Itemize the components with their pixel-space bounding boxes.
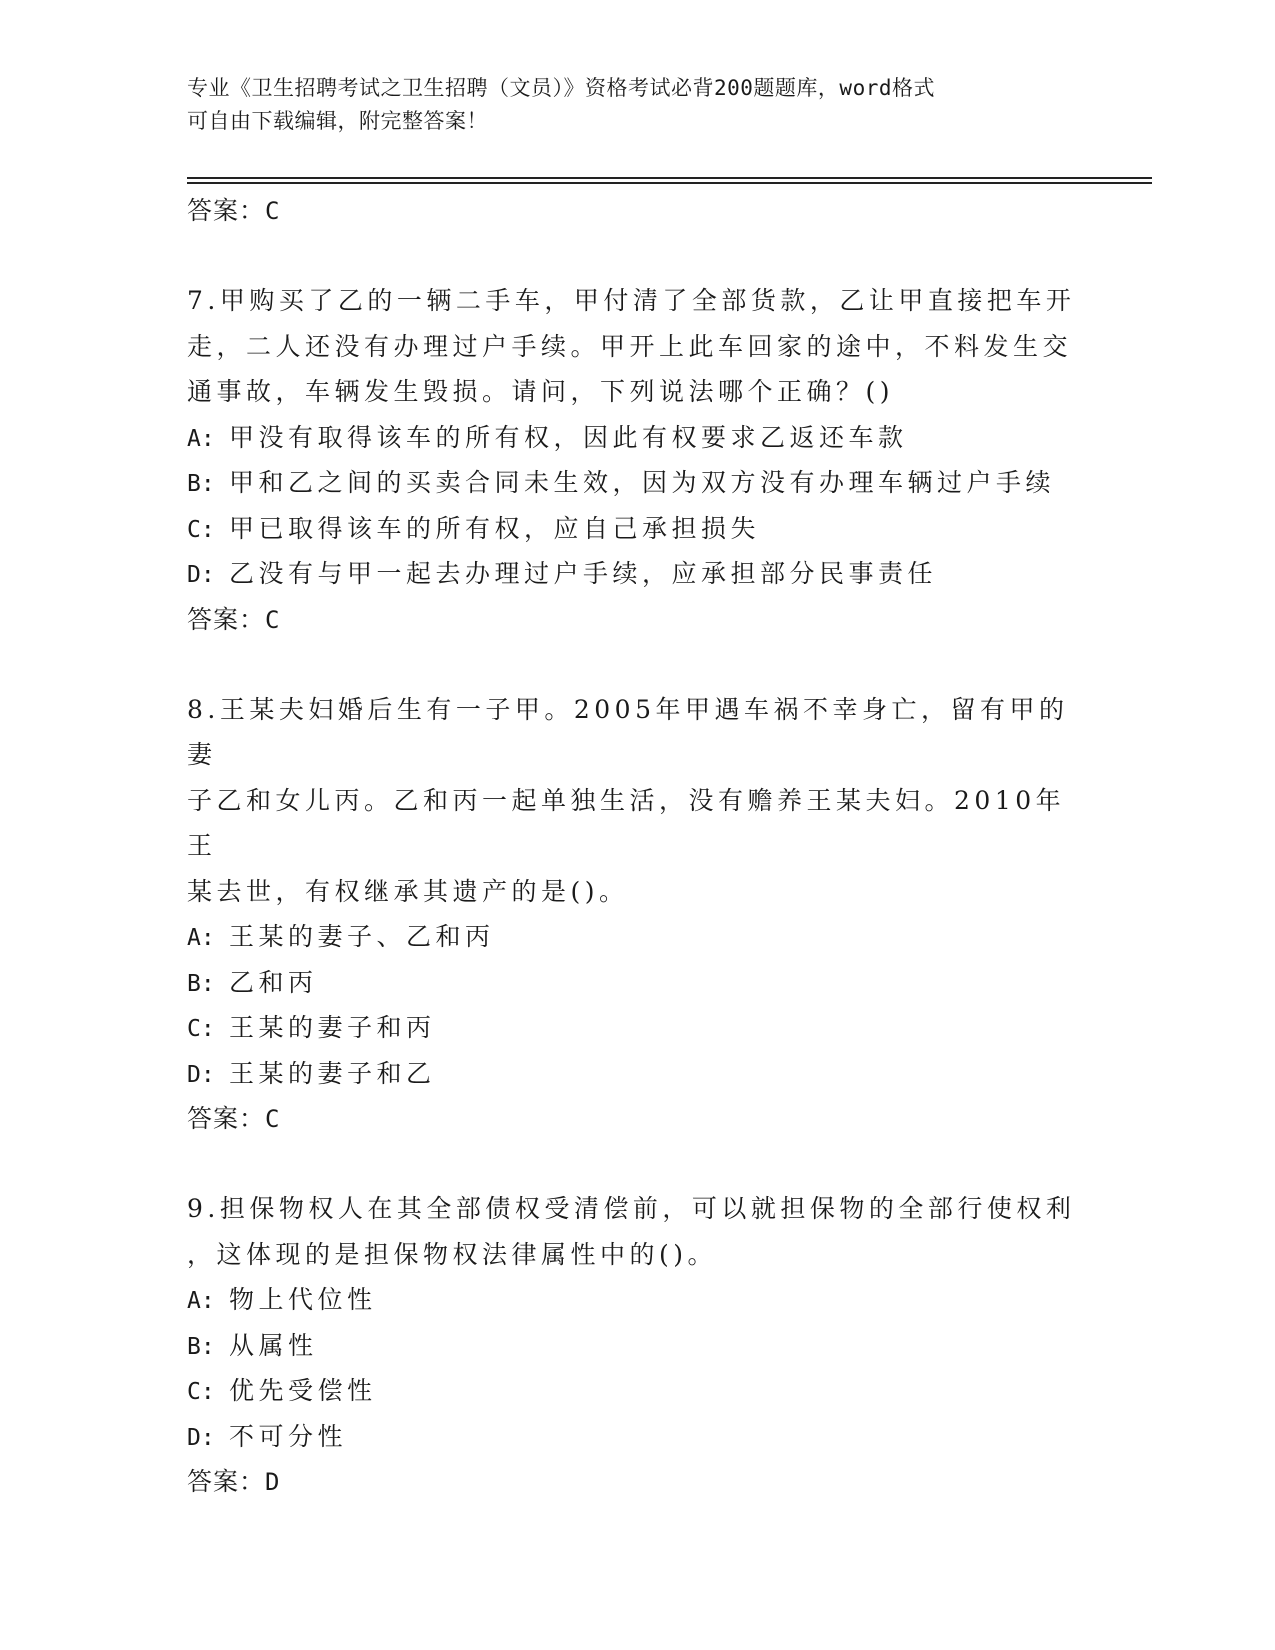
header-divider-bottom xyxy=(187,182,1152,184)
question-line: 7.甲购买了乙的一辆二手车，甲付清了全部货款，乙让甲直接把车开 xyxy=(187,286,1076,315)
question-line: 通事故，车辆发生毁损。请问，下列说法哪个正确？() xyxy=(187,377,895,406)
option-key: C: xyxy=(187,1379,215,1405)
answer-line xyxy=(187,188,1087,234)
option-text: 甲和乙之间的买卖合同未生效，因为双方没有办理车辆过户手续 xyxy=(229,468,1056,497)
question-text xyxy=(187,687,1087,915)
option-c xyxy=(187,1368,1087,1414)
question-8 xyxy=(187,687,1087,1143)
question-line: 某去世，有权继承其遗产的是()。 xyxy=(187,876,629,906)
option-text: 物上代位性 xyxy=(229,1285,377,1314)
question-line: 子乙和女儿丙。乙和丙一起单独生活，没有赡养王某夫妇。2010年王 xyxy=(187,785,1066,860)
option-text: 不可分性 xyxy=(229,1421,348,1451)
answer-label: 答案： xyxy=(187,1467,266,1496)
option-key: B: xyxy=(187,471,215,497)
answer-value: D xyxy=(265,1468,281,1496)
option-text: 优先受偿性 xyxy=(229,1376,377,1405)
option-key: C: xyxy=(187,1016,215,1042)
option-key: C: xyxy=(187,516,215,543)
answer-value: C xyxy=(265,197,281,225)
option-c xyxy=(187,506,1087,552)
answer-label: 答案： xyxy=(187,196,266,225)
option-text: 王某的妻子和丙 xyxy=(229,1013,436,1042)
option-text: 王某的妻子和乙 xyxy=(229,1058,436,1088)
question-line: 9.担保物权人在其全部债权受清偿前，可以就担保物的全部行使权利 xyxy=(187,1194,1076,1223)
option-text: 甲已取得该车的所有权，应自己承担损失 xyxy=(229,513,761,543)
option-b xyxy=(187,960,1087,1006)
header-line-2: 可自由下载编辑，附完整答案！ xyxy=(187,109,488,133)
answer-line xyxy=(187,1459,1087,1505)
option-key: D: xyxy=(187,562,215,588)
answer-label: 答案： xyxy=(187,1104,266,1133)
option-b xyxy=(187,460,1087,506)
header-line-1: 专业《卫生招聘考试之卫生招聘（文员）》资格考试必背200题题库，word格式 xyxy=(187,76,935,100)
option-key: D: xyxy=(187,1424,215,1451)
answer-value: C xyxy=(265,1105,281,1133)
answer-line xyxy=(187,1096,1087,1142)
question-9 xyxy=(187,1186,1087,1505)
document-header xyxy=(187,72,1067,138)
question-line: ，这体现的是担保物权法律属性中的()。 xyxy=(187,1239,718,1269)
option-key: A: xyxy=(187,925,215,951)
option-key: D: xyxy=(187,1061,215,1088)
answer-line xyxy=(187,597,1087,643)
option-text: 从属性 xyxy=(229,1330,318,1360)
option-key: A: xyxy=(187,425,215,452)
question-text xyxy=(187,278,1087,415)
question-line: 走，二人还没有办理过户手续。甲开上此车回家的途中，不料发生交 xyxy=(187,331,1073,361)
question-7 xyxy=(187,278,1087,643)
option-key: A: xyxy=(187,1288,215,1314)
option-d xyxy=(187,1414,1087,1460)
question-line: 8.王某夫妇婚后生有一子甲。2005年甲遇车祸不幸身亡，留有甲的妻 xyxy=(187,694,1069,769)
option-text: 甲没有取得该车的所有权，因此有权要求乙返还车款 xyxy=(229,422,908,452)
option-key: B: xyxy=(187,1333,215,1360)
option-text: 乙和丙 xyxy=(229,967,318,997)
option-text: 王某的妻子、乙和丙 xyxy=(229,922,495,951)
option-key: B: xyxy=(187,970,215,997)
answer-label: 答案： xyxy=(187,604,266,634)
document-body xyxy=(187,188,1087,1505)
option-a xyxy=(187,1277,1087,1323)
option-a xyxy=(187,914,1087,960)
option-d xyxy=(187,1051,1087,1097)
option-c xyxy=(187,1005,1087,1051)
option-b xyxy=(187,1323,1087,1369)
answer-value: C xyxy=(265,605,281,634)
option-a xyxy=(187,415,1087,461)
header-divider-top xyxy=(187,177,1152,179)
question-text xyxy=(187,1186,1087,1277)
option-d xyxy=(187,551,1087,597)
option-text: 乙没有与甲一起去办理过户手续，应承担部分民事责任 xyxy=(229,559,938,588)
